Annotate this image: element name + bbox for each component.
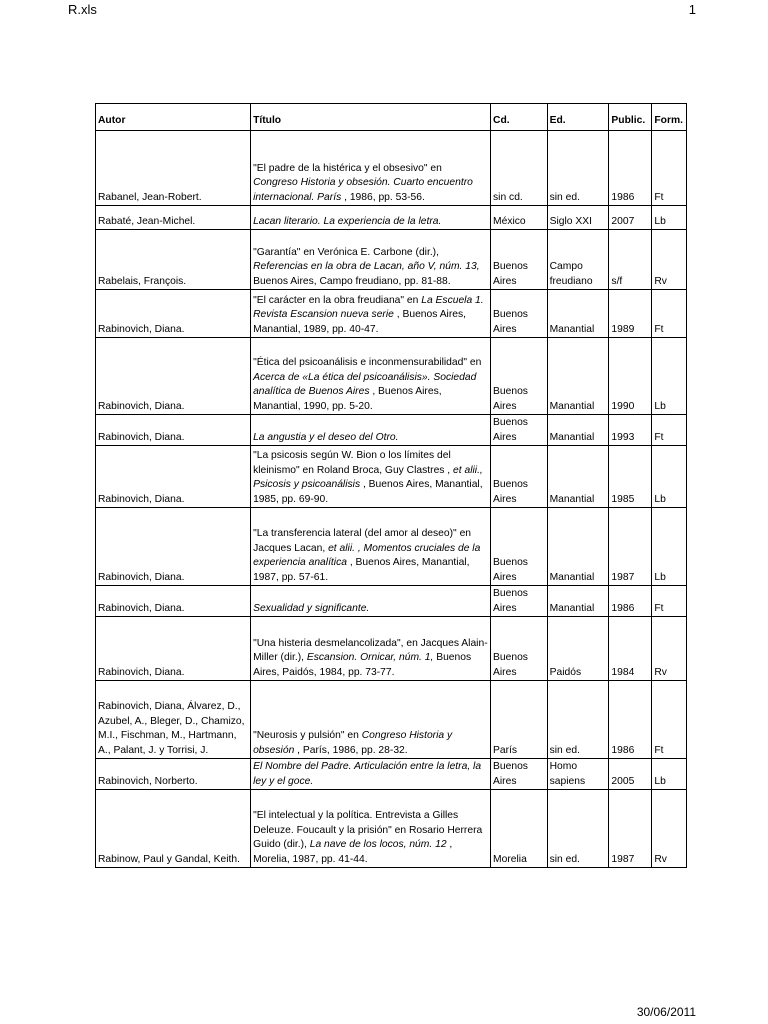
cell-cd: Buenos Aires bbox=[491, 338, 548, 415]
cell-ed: Manantial bbox=[547, 415, 609, 446]
cell-ed: Manantial bbox=[547, 290, 609, 338]
title-italic-segment: Sexualidad y significante. bbox=[253, 602, 370, 614]
title-segment: , Buenos Aires, Manantial, 1990, pp. 5-20. bbox=[253, 386, 442, 412]
table-row bbox=[96, 131, 687, 206]
cell-cd: Buenos Aires bbox=[491, 617, 548, 681]
table-row bbox=[96, 617, 687, 681]
cell-cd: Buenos Aires bbox=[491, 415, 548, 446]
cell-public: 1986 bbox=[609, 586, 652, 617]
table-row bbox=[96, 206, 687, 230]
cell-cd: Buenos Aires bbox=[491, 230, 548, 290]
header-autor: Autor bbox=[96, 104, 251, 131]
title-segment: , Buenos Aires, Manantial, 1987, pp. 57-61. bbox=[253, 557, 470, 583]
table-row bbox=[96, 508, 687, 586]
cell-public: 1985 bbox=[609, 446, 652, 508]
cell-cd: Morelia bbox=[491, 790, 548, 868]
title-segment: , Buenos Aires, Manantial, 1985, pp. 69-90. bbox=[253, 479, 483, 505]
cell-public: 1987 bbox=[609, 790, 652, 868]
cell-form: Rv bbox=[652, 617, 687, 681]
cell-ed: Campo freudiano bbox=[547, 230, 609, 290]
cell-ed: sin ed. bbox=[547, 681, 609, 759]
cell-form: Rv bbox=[652, 790, 687, 868]
title-segment: "Neurosis y pulsión" en bbox=[253, 730, 362, 741]
title-segment: "La transferencia lateral (del amor al deseo)" en Jacques Lacan, bbox=[253, 528, 472, 554]
cell-titulo bbox=[251, 290, 491, 338]
cell-form: Ft bbox=[652, 290, 687, 338]
cell-titulo bbox=[251, 131, 491, 206]
table-row bbox=[96, 446, 687, 508]
title-italic-segment: La angustia y el deseo del Otro. bbox=[253, 431, 399, 443]
title-segment: Buenos Aires, Campo freudiano, pp. 81-88. bbox=[253, 275, 451, 287]
cell-public: 1984 bbox=[609, 617, 652, 681]
cell-cd: México bbox=[491, 206, 548, 230]
cell-ed: Paidós bbox=[547, 617, 609, 681]
table-header-row bbox=[96, 104, 687, 131]
cell-autor: Rabinovich, Diana. bbox=[96, 338, 251, 415]
table-row bbox=[96, 681, 687, 759]
cell-form: Lb bbox=[652, 338, 687, 415]
cell-public: 1986 bbox=[609, 131, 652, 206]
title-segment: "La psicosis según W. Bion o los límites del kleinismo" en Roland Broca, Guy Clastres , bbox=[253, 450, 454, 476]
title-segment: , Buenos Aires, Manantial, 1989, pp. 40-47. bbox=[253, 309, 467, 335]
cell-ed: Manantial bbox=[547, 446, 609, 508]
cell-public: 1987 bbox=[609, 508, 652, 586]
cell-public: 1989 bbox=[609, 290, 652, 338]
title-italic-segment: La Escuela 1. Revista Escansion nueva serie bbox=[253, 294, 484, 320]
table-row bbox=[96, 338, 687, 415]
table-row bbox=[96, 230, 687, 290]
cell-cd: París bbox=[491, 681, 548, 759]
table-row bbox=[96, 290, 687, 338]
title-segment: , París, 1986, pp. 28-32. bbox=[294, 744, 408, 756]
cell-form: Rv bbox=[652, 230, 687, 290]
table-row bbox=[96, 790, 687, 868]
cell-titulo bbox=[251, 586, 491, 617]
cell-cd: Buenos Aires bbox=[491, 508, 548, 586]
title-segment: , 1986, pp. 53-56. bbox=[341, 191, 425, 203]
title-segment: "Una histeria desmelancolizada", en Jacques Alain- Miller (dir.), bbox=[253, 637, 488, 663]
title-italic-segment: El Nombre del Padre. Articulación entre la letra, la ley y el goce. bbox=[253, 761, 482, 787]
cell-titulo bbox=[251, 230, 491, 290]
cell-autor: Rabinovich, Diana. bbox=[96, 415, 251, 446]
cell-form: Lb bbox=[652, 508, 687, 586]
cell-autor: Rabinovich, Diana. bbox=[96, 586, 251, 617]
cell-cd: Buenos Aires bbox=[491, 586, 548, 617]
cell-cd: Buenos Aires bbox=[491, 290, 548, 338]
cell-public: s/f bbox=[609, 230, 652, 290]
cell-form: Lb bbox=[652, 759, 687, 790]
cell-ed: sin ed. bbox=[547, 790, 609, 868]
cell-ed: Manantial bbox=[547, 508, 609, 586]
title-italic-segment: La nave de los locos, núm. 12 bbox=[309, 839, 447, 850]
cell-autor: Rabinovich, Diana. bbox=[96, 508, 251, 586]
cell-titulo bbox=[251, 759, 491, 790]
title-segment: "El padre de la histérica y el obsesivo" en bbox=[253, 162, 442, 174]
header-cd: Cd. bbox=[491, 104, 548, 131]
cell-form: Ft bbox=[652, 586, 687, 617]
cell-titulo bbox=[251, 617, 491, 681]
cell-form: Ft bbox=[652, 415, 687, 446]
header-public: Public. bbox=[609, 104, 652, 131]
table-row bbox=[96, 586, 687, 617]
cell-autor: Rabelais, François. bbox=[96, 230, 251, 290]
cell-public: 2005 bbox=[609, 759, 652, 790]
table-row bbox=[96, 759, 687, 790]
cell-ed: Siglo XXI bbox=[547, 206, 609, 230]
cell-titulo bbox=[251, 446, 491, 508]
header-titulo: Título bbox=[251, 104, 491, 131]
title-italic-segment: et alii., Psicosis y psicoanálisis bbox=[253, 464, 483, 490]
title-italic-segment: Lacan literario. La experiencia de la letra. bbox=[253, 215, 442, 227]
cell-form: Lb bbox=[652, 206, 687, 230]
cell-autor: Rabinovich, Norberto. bbox=[96, 759, 251, 790]
cell-cd: sin cd. bbox=[491, 131, 548, 206]
table-row bbox=[96, 415, 687, 446]
cell-autor: Rabinovich, Diana. bbox=[96, 446, 251, 508]
title-segment: "Ética del psicoanálisis e inconmensurabilidad" en bbox=[253, 357, 482, 368]
page-number: 1 bbox=[688, 2, 696, 17]
cell-titulo bbox=[251, 790, 491, 868]
title-italic-segment: et alii. , Momentos cruciales de la experiencia analítica bbox=[253, 542, 481, 568]
cell-form: Lb bbox=[652, 446, 687, 508]
title-italic-segment: Congreso Historia y obsesión bbox=[253, 730, 453, 756]
file-name: R.xls bbox=[68, 2, 97, 17]
title-segment: "El carácter en la obra freudiana" en bbox=[253, 294, 422, 306]
cell-titulo bbox=[251, 206, 491, 230]
cell-titulo bbox=[251, 681, 491, 759]
title-segment: "El intelectual y la política. Entrevista a Gilles Deleuze. Foucault y la prisión" en Rosario Herrera Guido (dir.), bbox=[253, 810, 483, 850]
title-italic-segment: Acerca de «La ética del psicoanálisis». Sociedad analítica de Buenos Aires bbox=[253, 371, 477, 397]
title-italic-segment: Escansion. Ornicar, núm. 1, bbox=[306, 652, 434, 663]
cell-ed: Manantial bbox=[547, 586, 609, 617]
cell-public: 1990 bbox=[609, 338, 652, 415]
cell-public: 1993 bbox=[609, 415, 652, 446]
title-segment: "Garantía" en Verónica E. Carbone (dir.), bbox=[253, 246, 439, 258]
cell-titulo bbox=[251, 415, 491, 446]
cell-ed: Homo sapiens bbox=[547, 759, 609, 790]
cell-public: 2007 bbox=[609, 206, 652, 230]
title-segment: , Morelia, 1987, pp. 41-44. bbox=[253, 839, 453, 865]
bibliography-table bbox=[95, 103, 687, 868]
cell-titulo bbox=[251, 338, 491, 415]
header-form: Form. bbox=[652, 104, 687, 131]
cell-autor: Rabinovich, Diana, Álvarez, D., Azubel, A., Bleger, D., Chamizo, M.I., Fischman, M., Hartmann, A., Palant, J. y Torrisi, J. bbox=[96, 681, 251, 759]
cell-autor: Rabinovich, Diana. bbox=[96, 617, 251, 681]
cell-form: Ft bbox=[652, 131, 687, 206]
footer-date: 30/06/2011 bbox=[636, 1005, 696, 1019]
cell-public: 1986 bbox=[609, 681, 652, 759]
cell-cd: Buenos Aires bbox=[491, 446, 548, 508]
cell-ed: Manantial bbox=[547, 338, 609, 415]
header-ed: Ed. bbox=[547, 104, 609, 131]
cell-cd: Buenos Aires bbox=[491, 759, 548, 790]
title-italic-segment: Congreso Historia y obsesión. Cuarto encuentro internacional. París bbox=[253, 177, 473, 203]
cell-ed: sin ed. bbox=[547, 131, 609, 206]
cell-autor: Rabinow, Paul y Gandal, Keith. bbox=[96, 790, 251, 868]
cell-autor: Rabanel, Jean-Robert. bbox=[96, 131, 251, 206]
cell-autor: Rabinovich, Diana. bbox=[96, 290, 251, 338]
title-segment: Buenos Aires, Paidós, 1984, pp. 73-77. bbox=[253, 652, 472, 678]
title-italic-segment: Referencias en la obra de Lacan, año V, núm. 13, bbox=[253, 261, 480, 272]
cell-titulo bbox=[251, 508, 491, 586]
cell-autor: Rabaté, Jean-Michel. bbox=[96, 206, 251, 230]
cell-form: Ft bbox=[652, 681, 687, 759]
